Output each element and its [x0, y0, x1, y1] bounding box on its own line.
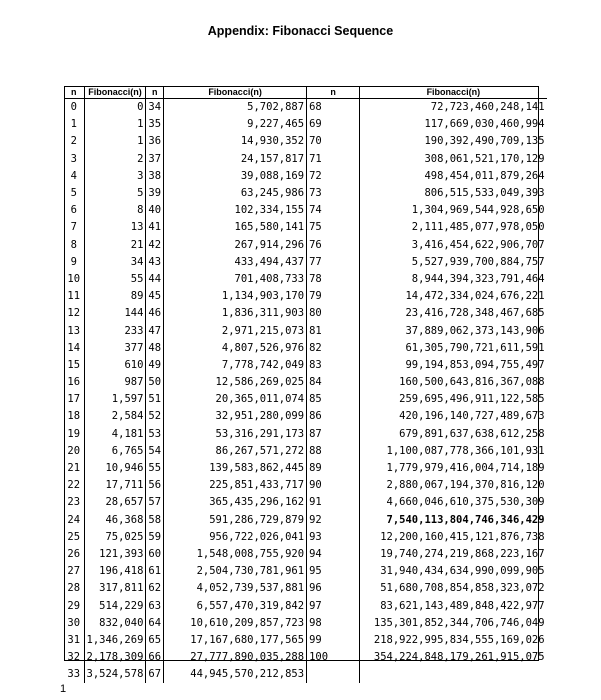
n-cell: 89: [307, 460, 360, 477]
table-row: [64, 666, 547, 683]
fibonacci-cell: 28,657: [84, 494, 146, 511]
n-cell: 32: [67, 651, 81, 664]
fibonacci-cell: 1,304,969,544,928,650: [360, 202, 547, 219]
fibonacci-cell: 20,365,011,074: [164, 391, 307, 408]
n-cell: 24: [67, 513, 81, 526]
fibonacci-cell: 17,167,680,177,565: [164, 632, 307, 649]
fibonacci-cell: 498,454,011,879,264: [360, 168, 547, 185]
column-header: n: [146, 86, 164, 99]
n-cell: 66: [146, 649, 164, 666]
n-cell: 11: [67, 290, 81, 303]
n-cell: 75: [307, 219, 360, 236]
fibonacci-cell: [360, 666, 547, 683]
n-cell: 3: [70, 152, 77, 165]
fibonacci-cell: 806,515,533,049,393: [360, 185, 547, 202]
n-cell: 21: [67, 462, 81, 475]
fibonacci-cell: 1,134,903,170: [164, 288, 307, 305]
n-cell: 47: [146, 322, 164, 339]
n-cell: 88: [307, 443, 360, 460]
n-cell: 16: [67, 376, 81, 389]
n-cell: 0: [70, 101, 77, 114]
fibonacci-cell: 5: [84, 185, 146, 202]
n-cell: 33: [67, 668, 81, 681]
fibonacci-cell: 7,540,113,804,746,346,429: [360, 512, 547, 529]
fibonacci-cell: 354,224,848,179,261,915,075: [360, 649, 547, 666]
n-cell: 13: [67, 324, 81, 337]
table-row: [64, 322, 547, 339]
n-cell: 97: [307, 597, 360, 614]
n-cell: 67: [146, 666, 164, 683]
table-row: [64, 391, 547, 408]
n-cell: 44: [146, 271, 164, 288]
n-cell: 40: [146, 202, 164, 219]
n-cell: 5: [70, 187, 77, 200]
fibonacci-cell: 102,334,155: [164, 202, 307, 219]
n-cell: 59: [146, 529, 164, 546]
fibonacci-cell: 308,061,521,170,129: [360, 151, 547, 168]
n-cell: 63: [146, 597, 164, 614]
n-cell: 61: [146, 563, 164, 580]
n-cell: 56: [146, 477, 164, 494]
table-row: [64, 580, 547, 597]
fibonacci-cell: 21: [84, 237, 146, 254]
fibonacci-cell: 34: [84, 254, 146, 271]
fibonacci-cell: 44,945,570,212,853: [164, 666, 307, 683]
n-cell: 28: [67, 582, 81, 595]
fibonacci-cell: 14,472,334,024,676,221: [360, 288, 547, 305]
n-cell: 31: [67, 633, 81, 646]
fibonacci-cell: 225,851,433,717: [164, 477, 307, 494]
n-cell: 29: [67, 599, 81, 612]
fibonacci-cell: 365,435,296,162: [164, 494, 307, 511]
n-cell: 87: [307, 426, 360, 443]
table-row: [64, 477, 547, 494]
n-cell: 22: [67, 479, 81, 492]
fibonacci-cell: 12,200,160,415,121,876,738: [360, 529, 547, 546]
n-cell: 10: [67, 272, 81, 285]
n-cell: 26: [67, 547, 81, 560]
fibonacci-table: [64, 86, 547, 683]
n-cell: 62: [146, 580, 164, 597]
n-cell: 82: [307, 340, 360, 357]
fibonacci-cell: 46,368: [84, 512, 146, 529]
n-cell: 14: [67, 341, 81, 354]
table-row: [64, 151, 547, 168]
n-cell: 79: [307, 288, 360, 305]
fibonacci-cell: 8,944,394,323,791,464: [360, 271, 547, 288]
n-cell: 94: [307, 546, 360, 563]
fibonacci-cell: 259,695,496,911,122,585: [360, 391, 547, 408]
fibonacci-cell: 2,178,309: [84, 649, 146, 666]
table-row: [64, 288, 547, 305]
fibonacci-cell: 39,088,169: [164, 168, 307, 185]
table-row: [64, 168, 547, 185]
fibonacci-cell: 4,660,046,610,375,530,309: [360, 494, 547, 511]
table-row: [64, 271, 547, 288]
n-cell: 37: [146, 151, 164, 168]
fibonacci-cell: 19,740,274,219,868,223,167: [360, 546, 547, 563]
n-cell: 72: [307, 168, 360, 185]
fibonacci-cell: 99,194,853,094,755,497: [360, 357, 547, 374]
fibonacci-cell: 956,722,026,041: [164, 529, 307, 546]
table-row: [64, 546, 547, 563]
fibonacci-cell: 55: [84, 271, 146, 288]
table-row: [64, 305, 547, 322]
n-cell: 69: [307, 116, 360, 133]
n-cell: 50: [146, 374, 164, 391]
fibonacci-cell: 53,316,291,173: [164, 426, 307, 443]
fibonacci-cell: 3,524,578: [84, 666, 146, 683]
n-cell: [307, 666, 360, 683]
n-cell: 60: [146, 546, 164, 563]
fibonacci-cell: 2,111,485,077,978,050: [360, 219, 547, 236]
table-row: [64, 615, 547, 632]
table-row: [64, 357, 547, 374]
fibonacci-cell: 2,584: [84, 408, 146, 425]
n-cell: 2: [70, 135, 77, 148]
fibonacci-cell: 37,889,062,373,143,906: [360, 322, 547, 339]
table-row: [64, 649, 547, 666]
fibonacci-cell: 135,301,852,344,706,746,049: [360, 615, 547, 632]
n-cell: 8: [70, 238, 77, 251]
column-header: n: [64, 86, 84, 99]
n-cell: 58: [146, 512, 164, 529]
n-cell: 84: [307, 374, 360, 391]
fibonacci-cell: 10,610,209,857,723: [164, 615, 307, 632]
n-cell: 51: [146, 391, 164, 408]
fibonacci-cell: 27,777,890,035,288: [164, 649, 307, 666]
n-cell: 19: [67, 427, 81, 440]
n-cell: 57: [146, 494, 164, 511]
n-cell: 6: [70, 204, 77, 217]
n-cell: 34: [146, 99, 164, 117]
fibonacci-cell: 83,621,143,489,848,422,977: [360, 597, 547, 614]
fibonacci-cell: 14,930,352: [164, 133, 307, 150]
n-cell: 1: [70, 118, 77, 131]
fibonacci-cell: 72,723,460,248,141: [360, 99, 547, 117]
fibonacci-cell: 13: [84, 219, 146, 236]
fibonacci-cell: 139,583,862,445: [164, 460, 307, 477]
fibonacci-cell: 7,778,742,049: [164, 357, 307, 374]
n-cell: 42: [146, 237, 164, 254]
table-row: [64, 597, 547, 614]
fibonacci-cell: 679,891,637,638,612,258: [360, 426, 547, 443]
n-cell: 39: [146, 185, 164, 202]
table-row: [64, 219, 547, 236]
fibonacci-cell: 165,580,141: [164, 219, 307, 236]
column-header: Fibonacci(n): [360, 86, 547, 99]
fibonacci-cell: 144: [84, 305, 146, 322]
column-header: Fibonacci(n): [84, 86, 146, 99]
n-cell: 81: [307, 322, 360, 339]
n-cell: 52: [146, 408, 164, 425]
fibonacci-cell: 591,286,729,879: [164, 512, 307, 529]
fibonacci-cell: 4,052,739,537,881: [164, 580, 307, 597]
fibonacci-cell: 6,765: [84, 443, 146, 460]
fibonacci-cell: 117,669,030,460,994: [360, 116, 547, 133]
n-cell: 48: [146, 340, 164, 357]
fibonacci-cell: 4,181: [84, 426, 146, 443]
n-cell: 9: [70, 255, 77, 268]
fibonacci-cell: 24,157,817: [164, 151, 307, 168]
table-row: [64, 426, 547, 443]
n-cell: 90: [307, 477, 360, 494]
table-row: [64, 494, 547, 511]
fibonacci-cell: 433,494,437: [164, 254, 307, 271]
fibonacci-cell: 51,680,708,854,858,323,072: [360, 580, 547, 597]
n-cell: 7: [70, 221, 77, 234]
n-cell: 20: [67, 444, 81, 457]
fibonacci-cell: 32,951,280,099: [164, 408, 307, 425]
fibonacci-cell: 267,914,296: [164, 237, 307, 254]
page-number: 1: [60, 683, 67, 695]
table-body: [64, 99, 547, 684]
n-cell: 65: [146, 632, 164, 649]
n-cell: 55: [146, 460, 164, 477]
fibonacci-cell: 75,025: [84, 529, 146, 546]
n-cell: 93: [307, 529, 360, 546]
table-header-row: [64, 86, 547, 99]
table-row: [64, 529, 547, 546]
n-cell: 78: [307, 271, 360, 288]
table-row: [64, 443, 547, 460]
fibonacci-cell: 1,597: [84, 391, 146, 408]
table-row: [64, 133, 547, 150]
fibonacci-cell: 1: [84, 133, 146, 150]
n-cell: 74: [307, 202, 360, 219]
n-cell: 95: [307, 563, 360, 580]
table-row: [64, 340, 547, 357]
n-cell: 15: [67, 358, 81, 371]
table-row: [64, 408, 547, 425]
fibonacci-cell: 317,811: [84, 580, 146, 597]
fibonacci-cell: 420,196,140,727,489,673: [360, 408, 547, 425]
fibonacci-cell: 233: [84, 322, 146, 339]
table-row: [64, 237, 547, 254]
n-cell: 12: [67, 307, 81, 320]
fibonacci-cell: 2,880,067,194,370,816,120: [360, 477, 547, 494]
fibonacci-cell: 89: [84, 288, 146, 305]
fibonacci-cell: 832,040: [84, 615, 146, 632]
n-cell: 30: [67, 616, 81, 629]
n-cell: 85: [307, 391, 360, 408]
n-cell: 25: [67, 530, 81, 543]
fibonacci-cell: 10,946: [84, 460, 146, 477]
fibonacci-cell: 4,807,526,976: [164, 340, 307, 357]
fibonacci-cell: 610: [84, 357, 146, 374]
fibonacci-cell: 9,227,465: [164, 116, 307, 133]
fibonacci-cell: 1,548,008,755,920: [164, 546, 307, 563]
table-row: [64, 202, 547, 219]
n-cell: 86: [307, 408, 360, 425]
fibonacci-cell: 2: [84, 151, 146, 168]
fibonacci-cell: 987: [84, 374, 146, 391]
n-cell: 91: [307, 494, 360, 511]
fibonacci-cell: 2,504,730,781,961: [164, 563, 307, 580]
n-cell: 43: [146, 254, 164, 271]
fibonacci-cell: 1,100,087,778,366,101,931: [360, 443, 547, 460]
fibonacci-cell: 12,586,269,025: [164, 374, 307, 391]
fibonacci-cell: 17,711: [84, 477, 146, 494]
n-cell: 71: [307, 151, 360, 168]
n-cell: 70: [307, 133, 360, 150]
n-cell: 98: [307, 615, 360, 632]
n-cell: 92: [307, 512, 360, 529]
n-cell: 80: [307, 305, 360, 322]
n-cell: 68: [307, 99, 360, 117]
table-row: [64, 116, 547, 133]
table-row: [64, 512, 547, 529]
fibonacci-cell: 5,527,939,700,884,757: [360, 254, 547, 271]
fibonacci-cell: 1,346,269: [84, 632, 146, 649]
n-cell: 36: [146, 133, 164, 150]
fibonacci-cell: 6,557,470,319,842: [164, 597, 307, 614]
n-cell: 41: [146, 219, 164, 236]
fibonacci-cell: 2,971,215,073: [164, 322, 307, 339]
fibonacci-cell: 218,922,995,834,555,169,026: [360, 632, 547, 649]
n-cell: 96: [307, 580, 360, 597]
fibonacci-cell: 8: [84, 202, 146, 219]
table-row: [64, 374, 547, 391]
n-cell: 38: [146, 168, 164, 185]
n-cell: 4: [70, 169, 77, 182]
fibonacci-cell: 31,940,434,634,990,099,905: [360, 563, 547, 580]
table-row: [64, 632, 547, 649]
column-header: Fibonacci(n): [164, 86, 307, 99]
n-cell: 64: [146, 615, 164, 632]
n-cell: 77: [307, 254, 360, 271]
fibonacci-cell: 701,408,733: [164, 271, 307, 288]
n-cell: 23: [67, 496, 81, 509]
page-title: Appendix: Fibonacci Sequence: [207, 24, 394, 38]
fibonacci-cell: 3,416,454,622,906,707: [360, 237, 547, 254]
column-header: n: [307, 86, 360, 99]
table-row: [64, 185, 547, 202]
fibonacci-cell: 61,305,790,721,611,591: [360, 340, 547, 357]
fibonacci-cell: 0: [84, 99, 146, 117]
table-row: [64, 460, 547, 477]
n-cell: 76: [307, 237, 360, 254]
fibonacci-cell: 377: [84, 340, 146, 357]
n-cell: 49: [146, 357, 164, 374]
n-cell: 73: [307, 185, 360, 202]
n-cell: 99: [307, 632, 360, 649]
fibonacci-cell: 63,245,986: [164, 185, 307, 202]
fibonacci-cell: 190,392,490,709,135: [360, 133, 547, 150]
n-cell: 35: [146, 116, 164, 133]
table-row: [64, 254, 547, 271]
fibonacci-cell: 121,393: [84, 546, 146, 563]
table-row: [64, 563, 547, 580]
fibonacci-cell: 1: [84, 116, 146, 133]
fibonacci-cell: 5,702,887: [164, 99, 307, 117]
fibonacci-cell: 514,229: [84, 597, 146, 614]
n-cell: 83: [307, 357, 360, 374]
table-row: [64, 99, 547, 117]
fibonacci-cell: 1,836,311,903: [164, 305, 307, 322]
n-cell: 54: [146, 443, 164, 460]
fibonacci-cell: 160,500,643,816,367,088: [360, 374, 547, 391]
fibonacci-cell: 86,267,571,272: [164, 443, 307, 460]
n-cell: 46: [146, 305, 164, 322]
n-cell: 53: [146, 426, 164, 443]
fibonacci-cell: 23,416,728,348,467,685: [360, 305, 547, 322]
n-cell: 18: [67, 410, 81, 423]
fibonacci-cell: 3: [84, 168, 146, 185]
n-cell: 45: [146, 288, 164, 305]
fibonacci-cell: 196,418: [84, 563, 146, 580]
n-cell: 100: [307, 649, 360, 666]
n-cell: 17: [67, 393, 81, 406]
n-cell: 27: [67, 565, 81, 578]
fibonacci-cell: 1,779,979,416,004,714,189: [360, 460, 547, 477]
